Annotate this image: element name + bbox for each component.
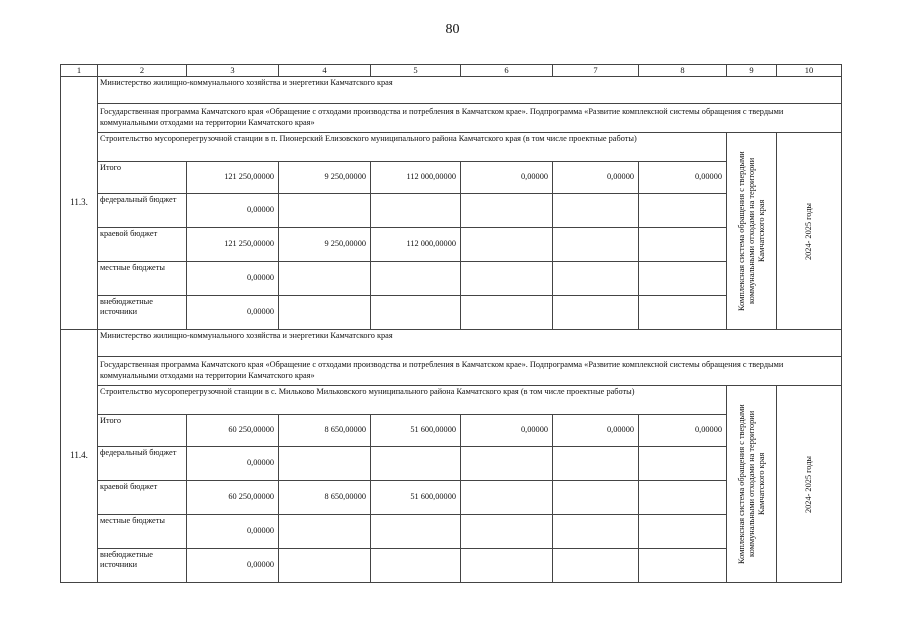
event-row xyxy=(61,385,842,414)
funding-source: краевой бюджет xyxy=(98,227,187,261)
funding-source: федеральный бюджет xyxy=(98,446,187,480)
amount-cell xyxy=(553,193,639,227)
funding-row xyxy=(61,261,842,295)
amount-cell: 0,00000 xyxy=(553,161,639,193)
amount-cell: 0,00000 xyxy=(187,295,279,329)
result-text: Комплексная система обращения с твердыми коммунальными отходами на территории Камчатского края xyxy=(736,150,766,311)
header-row xyxy=(61,65,842,77)
amount-cell xyxy=(639,295,727,329)
amount-cell: 0,00000 xyxy=(553,414,639,446)
amount-cell: 112 000,00000 xyxy=(371,227,461,261)
amount-cell xyxy=(461,193,553,227)
period-cell xyxy=(777,385,842,582)
amount-cell: 9 250,00000 xyxy=(279,161,371,193)
amount-cell xyxy=(371,446,461,480)
event-name: Строительство мусороперегрузочной станции в с. Мильково Мильковского муниципального района Камчатского края (в том числе проектные работы) xyxy=(98,385,727,414)
funding-row xyxy=(61,446,842,480)
amount-cell: 51 600,00000 xyxy=(371,480,461,514)
amount-cell: 112 000,00000 xyxy=(371,161,461,193)
amount-cell xyxy=(461,548,553,582)
result-text: Комплексная система обращения с твердыми коммунальными отходами на территории Камчатского края xyxy=(736,403,766,564)
amount-cell xyxy=(639,227,727,261)
amount-cell xyxy=(553,295,639,329)
row-number: 11.4. xyxy=(61,329,98,582)
funding-row xyxy=(61,480,842,514)
amount-cell xyxy=(279,514,371,548)
amount-cell xyxy=(371,193,461,227)
amount-cell: 121 250,00000 xyxy=(187,227,279,261)
period-text: 2024- 2025 годы xyxy=(804,455,814,513)
ministry-name: Министерство жилищно-коммунального хозяйства и энергетики Камчатского края xyxy=(98,329,842,356)
program-row xyxy=(61,103,842,132)
funding-row xyxy=(61,548,842,582)
amount-cell xyxy=(461,446,553,480)
amount-cell: 0,00000 xyxy=(187,514,279,548)
header-cell: 6 xyxy=(461,65,553,77)
header-cell: 1 xyxy=(61,65,98,77)
amount-cell: 0,00000 xyxy=(187,261,279,295)
header-cell: 10 xyxy=(777,65,842,77)
result-cell xyxy=(727,385,777,582)
result-cell xyxy=(727,132,777,329)
amount-cell: 0,00000 xyxy=(639,161,727,193)
amount-cell xyxy=(639,193,727,227)
amount-cell: 8 650,00000 xyxy=(279,414,371,446)
funding-source: краевой бюджет xyxy=(98,480,187,514)
funding-source: Итого xyxy=(98,414,187,446)
event-row xyxy=(61,132,842,161)
amount-cell: 0,00000 xyxy=(461,161,553,193)
funding-row xyxy=(61,414,842,446)
amount-cell xyxy=(639,446,727,480)
ministry-row xyxy=(61,76,842,103)
amount-cell xyxy=(553,548,639,582)
amount-cell xyxy=(279,446,371,480)
amount-cell: 60 250,00000 xyxy=(187,414,279,446)
header-cell: 4 xyxy=(279,65,371,77)
amount-cell xyxy=(371,514,461,548)
amount-cell xyxy=(639,261,727,295)
budget-table xyxy=(60,64,842,583)
row-number: 11.3. xyxy=(61,76,98,329)
amount-cell xyxy=(461,227,553,261)
header-cell: 2 xyxy=(98,65,187,77)
amount-cell: 8 650,00000 xyxy=(279,480,371,514)
header-cell: 7 xyxy=(553,65,639,77)
amount-cell xyxy=(461,514,553,548)
amount-cell: 0,00000 xyxy=(639,414,727,446)
funding-row xyxy=(61,295,842,329)
amount-cell xyxy=(461,295,553,329)
amount-cell: 60 250,00000 xyxy=(187,480,279,514)
amount-cell xyxy=(461,261,553,295)
amount-cell: 9 250,00000 xyxy=(279,227,371,261)
page-number: 80 xyxy=(445,22,460,37)
funding-source: внебюджетные источники xyxy=(98,295,187,329)
period-text: 2024- 2025 годы xyxy=(804,202,814,260)
amount-cell xyxy=(279,295,371,329)
amount-cell xyxy=(639,548,727,582)
funding-source: местные бюджеты xyxy=(98,261,187,295)
event-name: Строительство мусороперегрузочной станции в п. Пионерский Елизовского муниципального района Камчатского края (в том числе проектные работы) xyxy=(98,132,727,161)
amount-cell xyxy=(371,548,461,582)
amount-cell xyxy=(553,480,639,514)
funding-source: Итого xyxy=(98,161,187,193)
funding-row xyxy=(61,514,842,548)
amount-cell xyxy=(371,295,461,329)
amount-cell: 0,00000 xyxy=(187,446,279,480)
period-cell xyxy=(777,132,842,329)
amount-cell xyxy=(371,261,461,295)
amount-cell xyxy=(553,261,639,295)
amount-cell: 51 600,00000 xyxy=(371,414,461,446)
amount-cell xyxy=(461,480,553,514)
funding-row xyxy=(61,227,842,261)
header-cell: 9 xyxy=(727,65,777,77)
funding-row xyxy=(61,161,842,193)
program-name: Государственная программа Камчатского края «Обращение с отходами производства и потребления в Камчатском крае». Подпрограмма «Развитие комплексной системы обращения с твердыми коммунальными отходами на территории Камчатского края» xyxy=(98,356,842,385)
amount-cell xyxy=(279,193,371,227)
amount-cell xyxy=(553,227,639,261)
amount-cell xyxy=(553,514,639,548)
amount-cell: 0,00000 xyxy=(187,548,279,582)
amount-cell xyxy=(279,548,371,582)
funding-source: местные бюджеты xyxy=(98,514,187,548)
program-row xyxy=(61,356,842,385)
amount-cell xyxy=(553,446,639,480)
amount-cell xyxy=(639,480,727,514)
header-cell: 5 xyxy=(371,65,461,77)
amount-cell xyxy=(279,261,371,295)
amount-cell: 121 250,00000 xyxy=(187,161,279,193)
amount-cell: 0,00000 xyxy=(461,414,553,446)
header-cell: 3 xyxy=(187,65,279,77)
ministry-row xyxy=(61,329,842,356)
ministry-name: Министерство жилищно-коммунального хозяйства и энергетики Камчатского края xyxy=(98,76,842,103)
header-cell: 8 xyxy=(639,65,727,77)
amount-cell xyxy=(639,514,727,548)
funding-row xyxy=(61,193,842,227)
amount-cell: 0,00000 xyxy=(187,193,279,227)
funding-source: внебюджетные источники xyxy=(98,548,187,582)
funding-source: федеральный бюджет xyxy=(98,193,187,227)
program-name: Государственная программа Камчатского края «Обращение с отходами производства и потребления в Камчатском крае». Подпрограмма «Развитие комплексной системы обращения с твердыми коммунальными отходами на территории Камчатского края» xyxy=(98,103,842,132)
